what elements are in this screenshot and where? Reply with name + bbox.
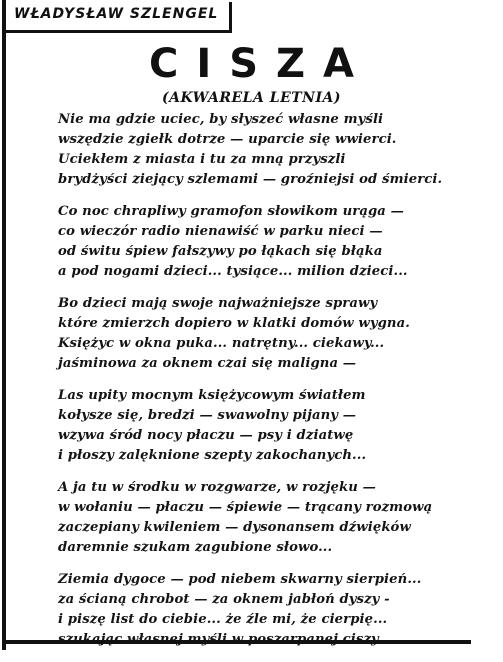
poem-body [58, 110, 488, 662]
bottom-border-rule [6, 640, 471, 644]
poem-line: zaczepiany kwileniem — dysonansem dźwięków [58, 520, 411, 535]
author-name: WŁADYSŁAW SZLENGEL [14, 6, 219, 22]
poem-line: i płoszy zalęknione szepty zakochanych... [58, 448, 367, 463]
author-box-divider [229, 2, 232, 33]
author-underline [6, 30, 232, 33]
stanza-1 [58, 110, 488, 190]
stanza-2 [58, 202, 488, 282]
poem-title: CISZA [148, 41, 372, 87]
stanza-3 [58, 294, 488, 374]
poem-line: A ja tu w środku w rozgwarze, w rozjęku — [58, 480, 376, 495]
poem-line: Księżyc w okna puka... natrętny... ciekawy... [58, 336, 385, 351]
poem-line: Uciekłem z miasta i tu za mną przyszli [58, 152, 346, 167]
stanza-6 [58, 570, 488, 650]
poem-line: które zmierzch dopiero w klatki domów wygna. [58, 316, 410, 331]
poem-subtitle: (AKWARELA LETNIA) [162, 90, 341, 106]
poem-line: Ziemia dygoce — pod niebem skwarny sierpień... [58, 572, 422, 587]
poem-line: wzywa śród nocy płaczu — psy i dziatwę [58, 428, 354, 443]
poem-line: kołysze się, bredzi — swawolny pijany — [58, 408, 357, 423]
poem-line: brydżyści ziejący szlemami — groźniejsi od śmierci. [58, 172, 443, 187]
stanza-4 [58, 386, 488, 466]
poem-line: od świtu śpiew fałszywy po łąkach się błąka [58, 244, 383, 259]
poem-line: a pod nogami dzieci... tysiące... milion dzieci... [58, 264, 408, 279]
poem-line: Bo dzieci mają swoje najważniejsze sprawy [58, 296, 378, 311]
poem-line: daremnie szukam zagubione słowo... [58, 540, 333, 555]
poem-line: Las upity mocnym księżycowym światłem [58, 388, 366, 403]
poem-line: co wieczór radio nienawiść w parku nieci — [58, 224, 383, 239]
poem-line: Nie ma gdzie uciec, by słyszeć własne myśli [58, 112, 384, 127]
poem-line: jaśminowa za oknem czai się maligna — [58, 356, 357, 371]
poem-line: Co noc chrapliwy gramofon słowikom urąga — [58, 204, 404, 219]
poem-line: i piszę list do ciebie... że źle mi, że cierpię... [58, 612, 388, 627]
stanza-5 [58, 478, 488, 558]
poem-line: w wołaniu — płaczu — śpiewie — trącany rozmową [58, 500, 433, 515]
poem-line: wszędzie zgiełk dotrze — uparcie się wwierci. [58, 132, 397, 147]
poem-line: za ścianą chrobot — za oknem jabłoń dyszy - [58, 592, 390, 607]
